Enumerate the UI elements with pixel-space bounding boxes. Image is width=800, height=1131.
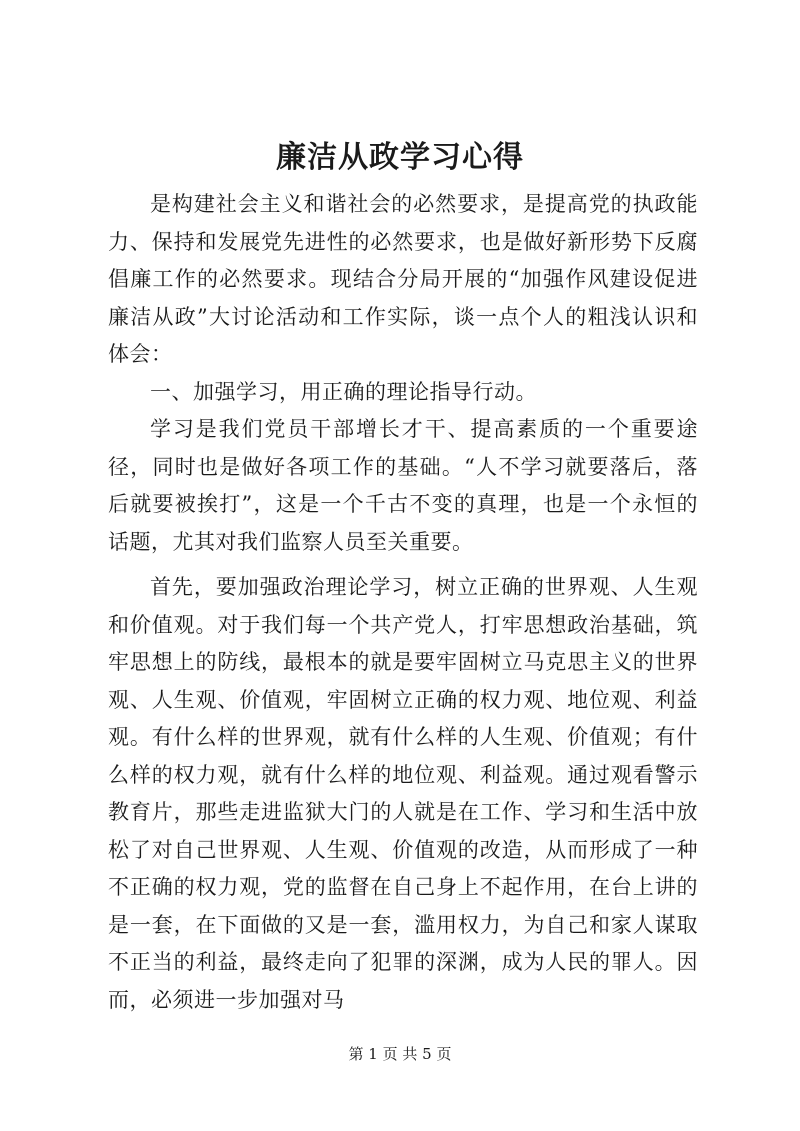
paragraph-political-theory: 首先，要加强政治理论学习，树立正确的世界观、人生观和价值观。对于我们每一个共产党人，打牢思想政治基础，筑牢思想上的防线，最根本的就是要牢固树立马克思主义的世界观、人生观、价值观，牢固树立正确的权力观、地位观、利益观。有什么样的世界观，就有什么样的人生观、价值观；有什么样的权力观，就有什么样的地位观、利益观。通过观看警示教育片，那些走进监狱大门的人就是在工作、学习和生活中放松了对自己世界观、人生观、价值观的改造，从而形成了一种不正确的权力观，党的监督在自己身上不起作用，在台上讲的是一套，在下面做的又是一套，滥用权力，为自己和家人谋取不正当的利益，最终走向了犯罪的深渊，成为人民的罪人。因而，必须进一步加强对马 — [108, 575, 698, 1012]
page-number-footer: 第 1 页 共 5 页 — [348, 1045, 452, 1063]
paragraph-intro: 是构建社会主义和谐社会的必然要求，是提高党的执政能力、保持和发展党先进性的必然要求，也是做好新形势下反腐倡廉工作的必然要求。现结合分局开展的“加强作风建设促进廉洁从政”大讨论活动和工作实际，谈一点个人的粗浅认识和体会： — [108, 192, 698, 366]
document-body — [108, 186, 698, 1019]
document-title: 廉洁从政学习心得 — [276, 140, 524, 175]
paragraph-learning: 学习是我们党员干部增长才干、提高素质的一个重要途径，同时也是做好各项工作的基础。“人不学习就要落后，落后就要被挨打”，这是一个千古不变的真理，也是一个永恒的话题，尤其对我们监察人员至关重要。 — [108, 417, 698, 554]
paragraph-section-heading: 一、加强学习，用正确的理论指导行动。 — [150, 379, 537, 404]
